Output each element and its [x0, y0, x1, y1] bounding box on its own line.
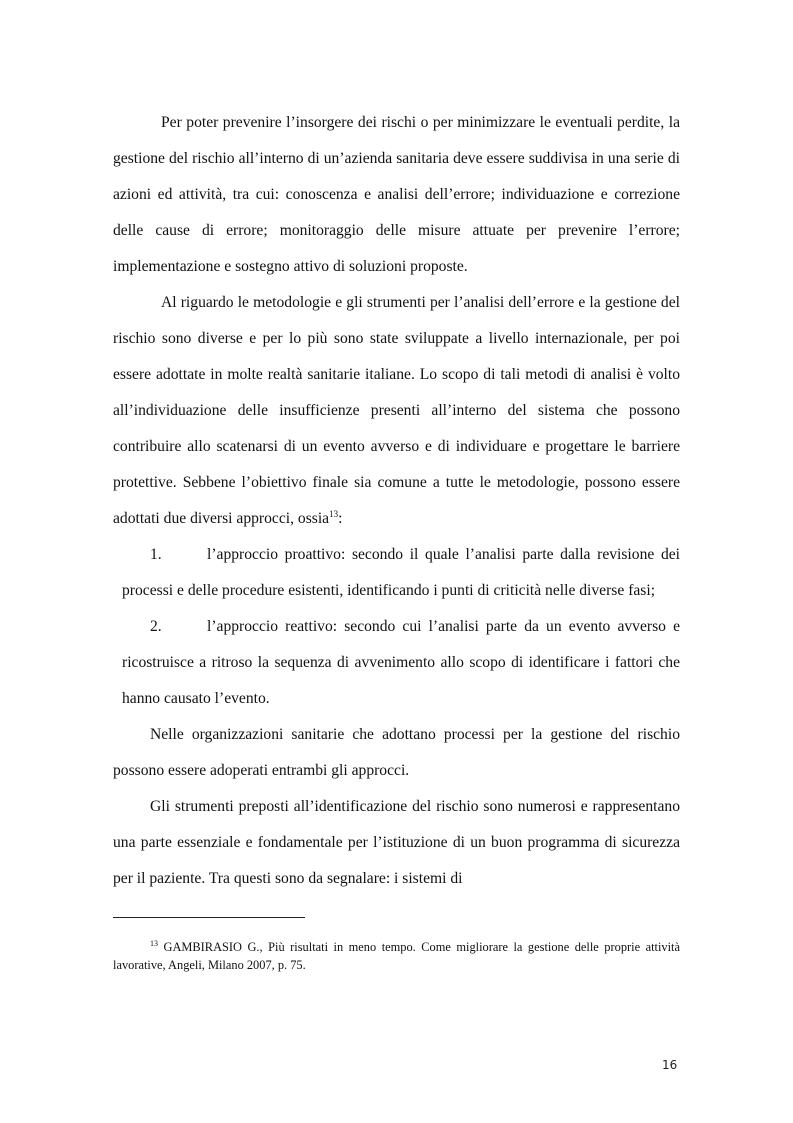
list-item [113, 537, 680, 609]
paragraph-2 [113, 285, 680, 537]
paragraph-1: Per poter prevenire l’insorgere dei rischi o per minimizzare le eventuali perdite, la gestione del rischio all’interno di un’azienda sanitaria deve essere suddivisa in una serie di azioni ed attività, tra cui: conoscenza e analisi dell’errore; individuazione e correzione delle cause di errore; monitoraggio delle misure attuate per prevenire l’errore; implementazione e sostegno attivo di soluzioni proposte. [113, 114, 680, 275]
footnote-number: 13 [150, 938, 158, 948]
list-item-text: l’approccio proattivo: secondo il quale l’analisi parte dalla revisione dei processi e delle procedure esistenti, identificando i punti di criticità nelle diverse fasi; [122, 546, 680, 599]
list-item [113, 609, 680, 717]
paragraph-2-text: Al riguardo le metodologie e gli strumenti per l’analisi dell’errore e la gestione del rischio sono diverse e per lo più sono state sviluppate a livello internazionale, per poi essere adottate in molte realtà sanitarie italiane. Lo scopo di tali metodi di analisi è volto all’individuazione delle insufficienze presenti all’interno del sistema che possono contribuire allo scatenarsi di un evento avverso e di individuare e progettare le barriere protettive. Sebbene l’obiettivo finale sia comune a tutte le metodologie, possono essere adottati due diversi approcci, ossia [113, 294, 680, 527]
footnote [113, 938, 680, 974]
footnote-text: GAMBIRASIO G., Più risultati in meno tempo. Come migliorare la gestione delle proprie attività lavorative, Angeli, Milano 2007, p. 75. [113, 940, 680, 972]
footnote-separator [113, 917, 305, 918]
paragraph-2-tail: : [338, 510, 343, 527]
paragraph-3: Nelle organizzazioni sanitarie che adottano processi per la gestione del rischio possono essere adoperati entrambi gli approcci. [113, 726, 680, 779]
list-item-number: 1. [150, 546, 162, 563]
footnote-reference[interactable]: 13 [329, 508, 339, 519]
list-item-text: l’approccio reattivo: secondo cui l’analisi parte da un evento avverso e ricostruisce a ritroso la sequenza di avvenimento allo scopo di identificare i fattori che hanno causato l’evento. [122, 618, 680, 707]
list-item-number: 2. [150, 618, 162, 635]
paragraph-4: Gli strumenti preposti all’identificazione del rischio sono numerosi e rappresentano una parte essenziale e fondamentale per l’istituzione di un buon programma di sicurezza per il paziente. Tra questi sono da segnalare: i sistemi di [113, 798, 680, 887]
page-body [113, 105, 680, 897]
page-number: 16 [662, 1058, 678, 1072]
